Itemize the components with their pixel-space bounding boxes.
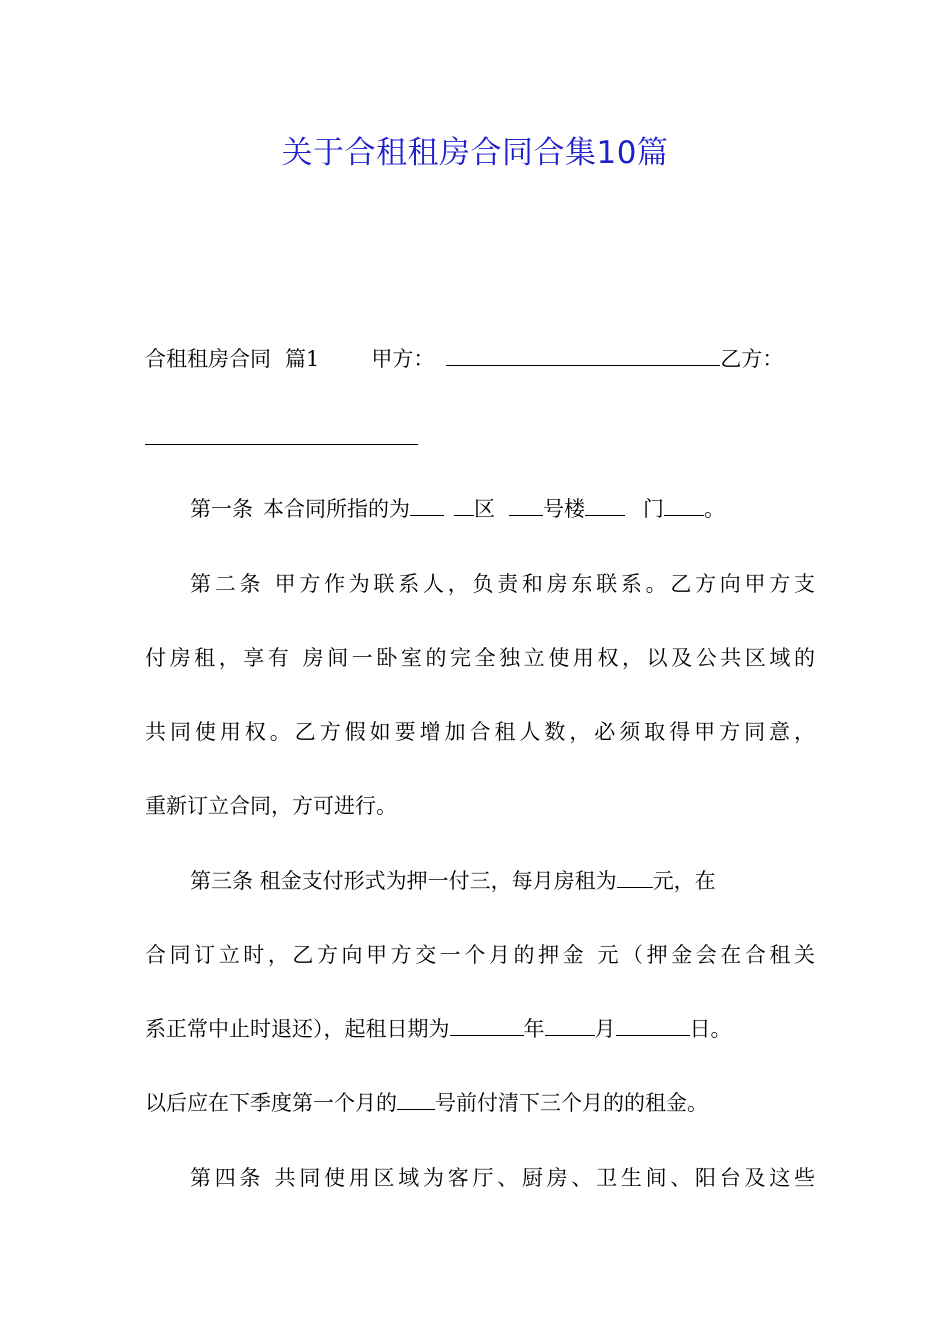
section-label: 篇1	[285, 347, 320, 371]
article3-line-3	[145, 1014, 815, 1044]
intro-line	[145, 344, 815, 374]
article3-year: 年	[523, 1017, 545, 1041]
article1-building: 号楼	[543, 497, 585, 521]
article3-line-4	[145, 1088, 815, 1118]
article4-line-1: 第四条 共同使用区域为客厅、厨房、卫生间、阳台及这些	[190, 1166, 815, 1190]
article2-line-3: 共同使用权。乙方假如要增加合租人数，必须取得甲方同意，	[145, 720, 815, 744]
article3-text: 以后应在下季度第一个月的	[145, 1091, 397, 1115]
article1-end: 。	[704, 497, 725, 521]
article1-district: 区	[474, 497, 495, 521]
article1-line	[190, 494, 815, 524]
blank-field	[450, 1015, 524, 1036]
blank-field	[585, 495, 625, 516]
article1-text: 本合同所指的为	[263, 497, 410, 521]
blank-field	[397, 1089, 435, 1110]
blank-field	[454, 495, 474, 516]
document-title: 关于合租租房合同合集10篇	[281, 135, 669, 171]
article2-line-1: 第二条 甲方作为联系人，负责和房东联系。乙方向甲方支	[190, 572, 815, 596]
article3-line-2: 合同订立时，乙方向甲方交一个月的押金 元（押金会在合租关	[145, 943, 815, 967]
party-b-blank	[145, 444, 418, 445]
blank-field	[545, 1015, 595, 1036]
article1-label: 第一条	[190, 497, 253, 521]
article3-text: 元，在	[652, 869, 716, 893]
article1-unit: 门	[643, 497, 664, 521]
blank-field	[617, 867, 653, 888]
blank-field	[410, 495, 444, 516]
blank-field	[664, 495, 704, 516]
contract-heading: 合租租房合同	[145, 347, 271, 371]
party-a-blank	[446, 345, 720, 366]
party-b-label: 乙方：	[720, 347, 784, 371]
article3-line-1	[190, 866, 815, 896]
article3-day: 日。	[689, 1017, 732, 1041]
party-a-label: 甲方：	[371, 347, 435, 371]
article2-line-2: 付房租，享有 房间一卧室的完全独立使用权，以及公共区域的	[145, 646, 815, 670]
article2-line-4: 重新订立合同，方可进行。	[145, 794, 397, 818]
article3-text: 第三条 租金支付形式为押一付三，每月房租为	[190, 869, 617, 893]
blank-field	[509, 495, 543, 516]
article3-month: 月	[594, 1017, 616, 1041]
article3-text: 系正常中止时退还），起租日期为	[145, 1017, 450, 1041]
blank-field	[616, 1015, 690, 1036]
article3-text: 号前付清下三个月的的租金。	[435, 1091, 708, 1115]
